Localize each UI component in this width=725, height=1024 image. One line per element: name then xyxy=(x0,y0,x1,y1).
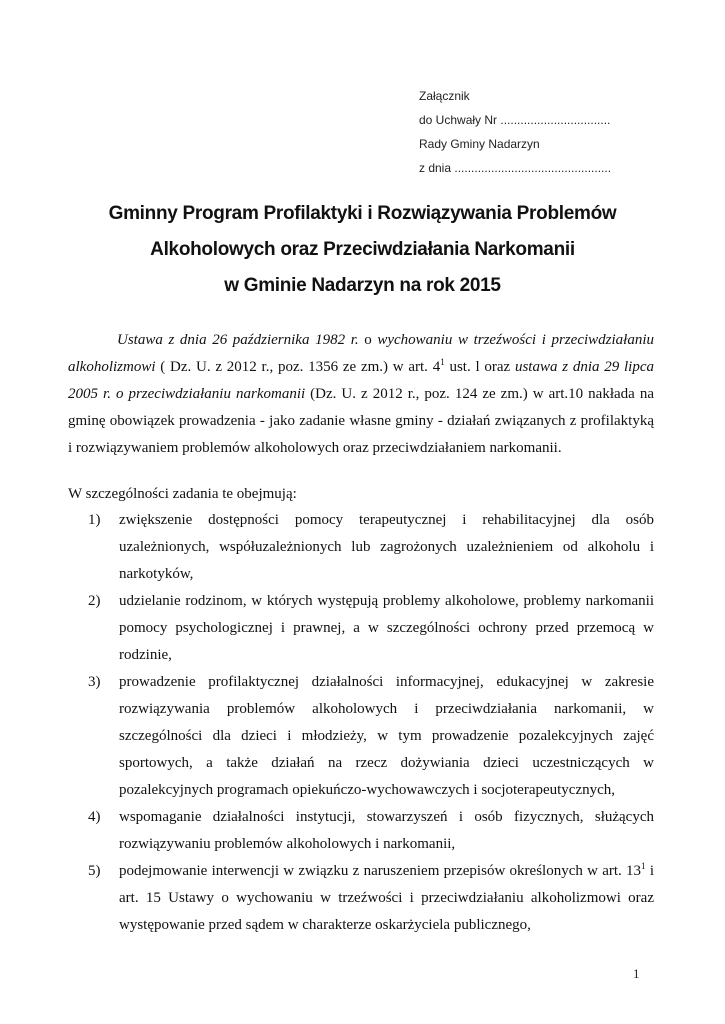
list-item-number: 1) xyxy=(88,512,101,528)
list-item-number: 4) xyxy=(88,809,101,825)
list-item-text: prowadzenie profilaktycznej działalności informacyjnej, edukacyjnej w zakresie rozwiązywania problemów alkoholowych i przeciwdziałania narkomanii, w szczególności dla dzieci i młodzieży, w tym prowadzenie pozalekcyjnych zajęć sportowych, a także działań na rzecz dożywiania dzieci uczestniczących w pozalekcyjnych programach opiekuńczo-wychowawczych i socjoterapeutycznych, xyxy=(119,674,654,798)
list-item-text: udzielanie rodzinom, w których występują problemy alkoholowe, problemy narkomanii pomocy psychologicznej i prawnej, a w szczególności ochrony przed przemocą w rodzinie, xyxy=(119,593,654,663)
list-item xyxy=(68,804,654,858)
tasks-lead: W szczególności zadania te obejmują: xyxy=(68,486,297,502)
list-item xyxy=(68,858,654,939)
intro-citation-1b: ust. l oraz xyxy=(444,359,515,375)
intro-citation-1: ( Dz. U. z 2012 r., poz. 1356 ze zm.) w art. 4 xyxy=(155,359,441,375)
list-item-number: 3) xyxy=(88,674,101,690)
header-line-attachment: Załącznik xyxy=(419,89,470,103)
list-item xyxy=(68,669,654,804)
list-item-text-continued: i art. 15 Ustawy o wychowaniu w trzeźwości i przeciwdziałaniu alkoholizmowi oraz występowanie przed sądem w charakterze oskarżyciela publicznego, xyxy=(119,863,654,933)
list-item-text: zwiększenie dostępności pomocy terapeutycznej i rehabilitacyjnej dla osób uzależnionych, współuzależnionych lub zagrożonych uzależnieniem od alkoholu i narkotyków, xyxy=(119,512,654,582)
title-line-2: Alkoholowych oraz Przeciwdziałania Narkomanii xyxy=(150,239,575,260)
act-2005-reference: ustawa z dnia 29 lipca 2005 r. o przeciwdziałaniu narkomanii xyxy=(68,359,655,402)
intro-connector: o xyxy=(358,332,378,348)
title-line-3: w Gminie Nadarzyn na rok 2015 xyxy=(224,275,501,296)
act-1982-name: wychowaniu w trzeźwości i przeciwdziałaniu alkoholizmowi xyxy=(68,332,654,375)
list-item xyxy=(68,507,654,588)
list-item xyxy=(68,588,654,669)
header-line-date: z dnia ............................................... xyxy=(419,161,612,175)
attachment-header xyxy=(419,84,611,180)
list-item-text: podejmowanie interwencji w związku z naruszeniem przepisów określonych w art. 13 xyxy=(119,863,642,879)
tasks-list xyxy=(68,507,654,939)
header-line-resolution: do Uchwały Nr ................................. xyxy=(419,113,611,127)
list-item-number: 5) xyxy=(88,863,101,879)
intro-superscript: 1 xyxy=(440,357,445,367)
act-1982-reference: Ustawa z dnia 26 października 1982 r. xyxy=(117,332,359,348)
list-item-number: 2) xyxy=(88,593,101,609)
list-item-superscript: 1 xyxy=(641,861,646,871)
intro-paragraph xyxy=(68,327,654,462)
title-line-1: Gminny Program Profilaktyki i Rozwiązywania Problemów xyxy=(108,203,617,224)
page-number: 1 xyxy=(633,966,640,981)
list-item-text: wspomaganie działalności instytucji, stowarzyszeń i osób fizycznych, służących rozwiązywaniu problemów alkoholowych i narkomanii, xyxy=(119,809,654,852)
document-title xyxy=(0,196,725,304)
header-line-council: Rady Gminy Nadarzyn xyxy=(419,137,540,151)
intro-citation-2: (Dz. U. z 2012 r., poz. 124 ze zm.) w art.10 nakłada na gminę obowiązek prowadzenia - jako zadanie własne gminy - działań związanych z profilaktyką i rozwiązywaniem problemów alkoholowych oraz przeciwdziałaniem narkomanii. xyxy=(68,386,654,456)
